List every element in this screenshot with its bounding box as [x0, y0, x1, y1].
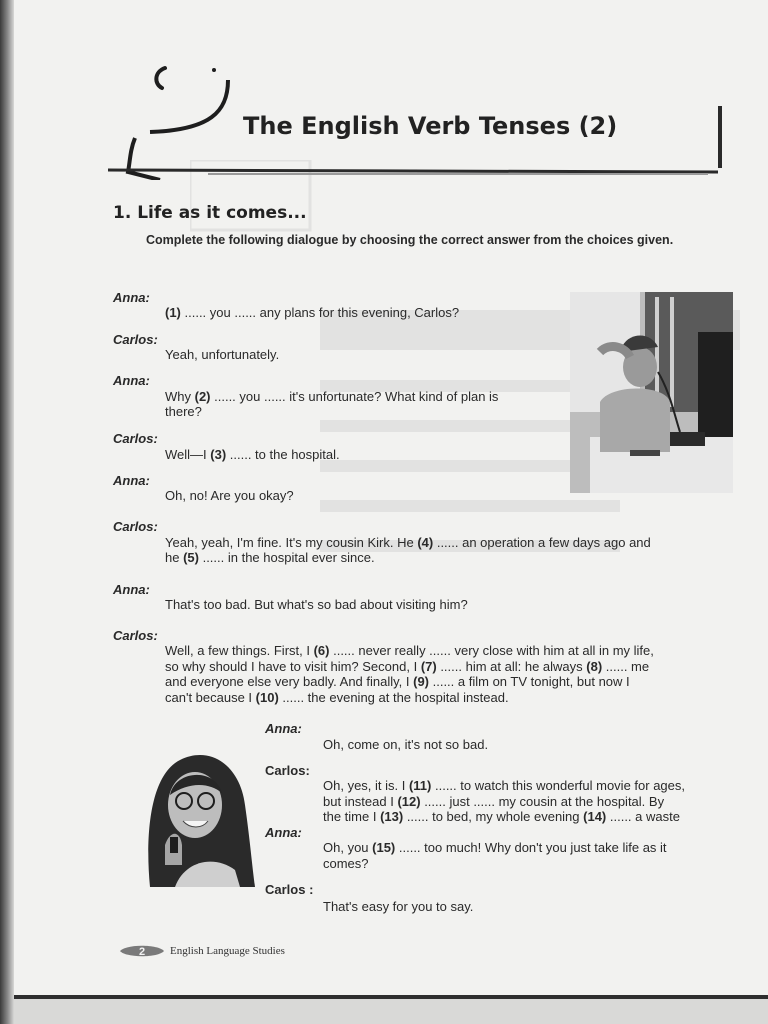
dialogue-line: can't because I (10) ...... the evening at the hospital instead.: [165, 690, 509, 705]
dialogue-line: Why (2) ...... you ...... it's unfortunate? What kind of plan is: [165, 389, 499, 404]
speaker-label: Anna:: [265, 721, 302, 736]
instructions: Complete the following dialogue by choosing the correct answer from the choices given.: [146, 233, 674, 247]
page-bottom-edge: [14, 995, 768, 999]
book-binding: [0, 0, 14, 1024]
man-on-phone-photo: [570, 292, 733, 493]
speaker-label: Carlos:: [113, 431, 158, 446]
dialogue-line: Yeah, unfortunately.: [165, 347, 280, 362]
dialogue-line: the time I (13) ...... to bed, my whole evening (14) ...... a waste: [323, 809, 680, 824]
dialogue-line: (1) ...... you ...... any plans for this evening, Carlos?: [165, 305, 460, 320]
dialogue-line: That's easy for you to say.: [323, 899, 474, 914]
woman-on-phone-photo: [140, 745, 260, 887]
dialogue-line: he (5) ...... in the hospital ever since.: [165, 550, 375, 565]
dialogue-line: and everyone else very badly. And finally, I (9) ...... a film on TV tonight, but now I: [165, 674, 630, 689]
speaker-label: Anna:: [113, 582, 150, 597]
speaker-label: Carlos :: [265, 882, 314, 897]
speaker-label: Anna:: [265, 825, 302, 840]
speaker-label: Carlos:: [113, 628, 158, 643]
dialogue-line: Oh, yes, it is. I (11) ...... to watch this wonderful movie for ages,: [323, 778, 685, 793]
page-number-badge: [120, 944, 164, 958]
dialogue-line: Oh, no! Are you okay?: [165, 488, 294, 503]
page-number: 2: [138, 946, 146, 958]
speaker-label: Carlos:: [113, 332, 158, 347]
speaker-label: Anna:: [113, 373, 150, 388]
speaker-label: Carlos:: [113, 519, 158, 534]
dialogue-line: That's too bad. But what's so bad about visiting him?: [165, 597, 468, 612]
dialogue-line: but instead I (12) ...... just ...... my cousin at the hospital. By: [323, 794, 665, 809]
dialogue-line: Oh, you (15) ...... too much! Why don't you just take life as it: [323, 840, 667, 855]
page-title: The English Verb Tenses (2): [243, 112, 618, 140]
dialogue-line: Yeah, yeah, I'm fine. It's my cousin Kirk. He (4) ...... an operation a few days ago and: [165, 535, 651, 550]
section-heading: 1. Life as it comes...: [113, 203, 307, 223]
dialogue-line: Oh, come on, it's not so bad.: [323, 737, 489, 752]
dialogue-line: Well, a few things. First, I (6) ...... never really ...... very close with him at all in my life,: [165, 643, 654, 658]
dialogue-line: there?: [165, 404, 202, 419]
dialogue-line: Well—I (3) ...... to the hospital.: [165, 447, 340, 462]
speaker-label: Anna:: [113, 290, 150, 305]
next-page-edge: [14, 999, 768, 1024]
speaker-label: Anna:: [113, 473, 150, 488]
dialogue-line: so why should I have to visit him? Second, I (7) ...... him at all: he always (8) ...... me: [165, 659, 650, 674]
footer-book-title: English Language Studies: [170, 945, 285, 957]
dialogue-line: comes?: [323, 856, 369, 871]
speaker-label: Carlos:: [265, 763, 310, 778]
